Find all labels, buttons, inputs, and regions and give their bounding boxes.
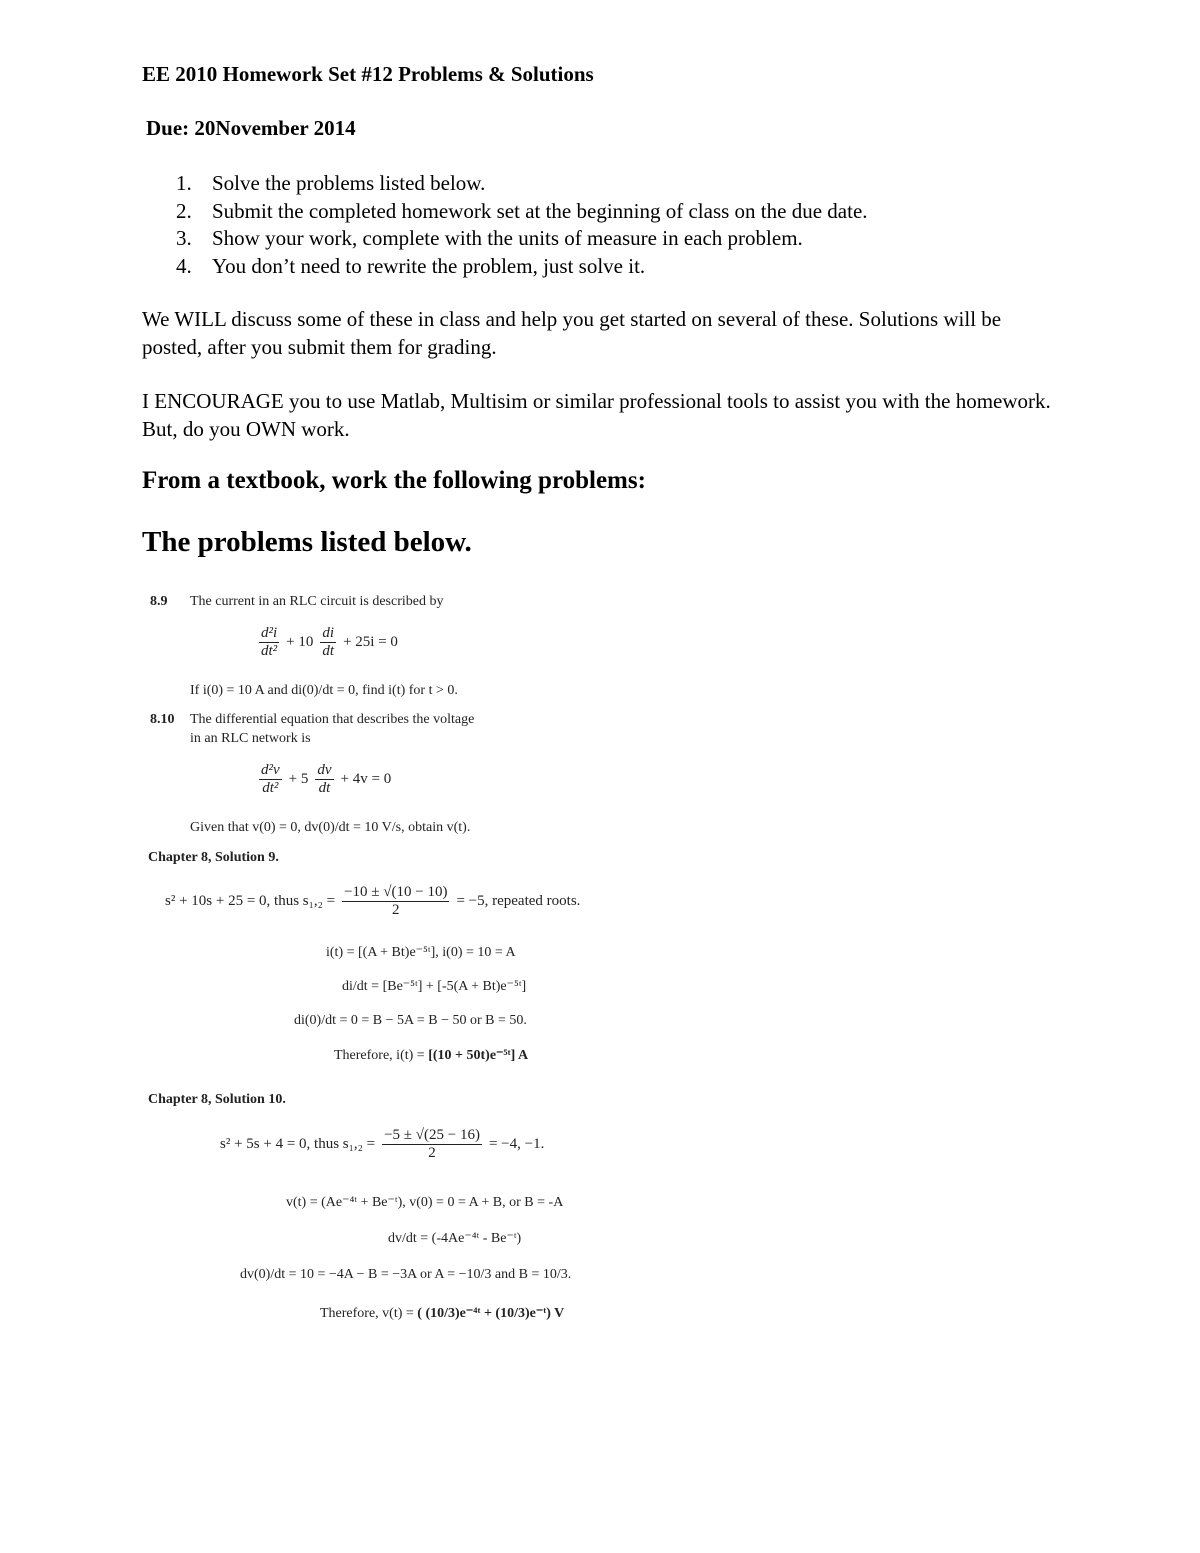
eq-denominator: dt [322,643,335,659]
solution-heading: Chapter 8, Solution 9. [148,850,279,865]
list-text: Submit the completed homework set at the beginning of class on the due date. [212,198,868,223]
solution-line: v(t) = (Ae⁻⁴ᵗ + Be⁻ᵗ), v(0) = 0 = A + B, or B = -A [286,1195,564,1210]
solution-heading: Chapter 8, Solution 10. [148,1092,286,1107]
list-item [176,198,868,226]
eq-numerator: d²i [261,625,278,641]
solution-answer: [(10 + 50t)e⁻⁵ᵗ] A [428,1048,529,1063]
problem-number: 8.10 [150,712,175,727]
eq-numerator: di [322,625,335,641]
problem-statement: in an RLC network is [190,731,311,746]
solution-line [220,1127,544,1162]
solution-numerator: −10 ± √(10 − 10) [344,884,448,900]
problem-number: 8.9 [150,594,168,609]
problem-condition: Given that v(0) = 0, dv(0)/dt = 10 V/s, obtain v(t). [190,820,471,835]
solution-line: di(0)/dt = 0 = B − 5A = B − 50 or B = 50. [294,1013,527,1028]
solution-line [334,1047,528,1064]
problem-condition: If i(0) = 10 A and di(0)/dt = 0, find i(t) for t > 0. [190,683,458,698]
problem-equation [256,762,391,797]
eq-term: + 25i = 0 [343,634,398,650]
textbook-heading: From a textbook, work the following problems: [142,467,646,494]
document-title: EE 2010 Homework Set #12 Problems & Solutions [142,62,594,86]
list-item [176,225,868,253]
solution-line: dv(0)/dt = 10 = −4A − B = −3A or A = −10/3 and B = 10/3. [240,1267,572,1282]
solution-therefore: Therefore, i(t) = [334,1048,425,1063]
eq-numerator: dv [317,762,332,778]
list-text: Solve the problems listed below. [212,171,486,195]
solution-line: di/dt = [Be⁻⁵ᵗ] + [-5(A + Bt)e⁻⁵ᵗ] [342,979,527,994]
list-item [176,253,868,281]
eq-numerator: d²v [261,762,280,778]
encourage-paragraph: I ENCOURAGE you to use Matlab, Multisim or similar professional tools to assist you with the homework. But, do you OWN work. [142,389,1051,441]
solution-line: dv/dt = (-4Ae⁻⁴ᵗ - Be⁻ᵗ) [388,1231,522,1246]
list-number: 4. [176,253,192,278]
solution-lhs: s² + 10s + 25 = 0, thus s₁,₂ = [165,893,336,909]
solution-line [320,1305,564,1322]
eq-denominator: dt² [262,780,279,796]
list-number: 1. [176,171,192,195]
problems-heading: The problems listed below. [142,526,472,558]
eq-denominator: dt [318,780,331,796]
problem-statement: The differential equation that describes the voltage [190,712,475,727]
list-text: You don’t need to rewrite the problem, just solve it. [212,253,646,278]
solution-answer: ( (10/3)e⁻⁴ᵗ + (10/3)e⁻ᵗ) V [417,1306,565,1321]
list-number: 2. [176,198,192,223]
eq-term: + 5 [288,771,309,787]
problem-statement: The current in an RLC circuit is described by [190,594,444,609]
solution-therefore: Therefore, v(t) = [320,1306,414,1321]
list-item [176,170,868,198]
solution-rhs: = −5, repeated roots. [456,893,581,909]
solution-numerator: −5 ± √(25 − 16) [384,1127,480,1143]
eq-term: + 4v = 0 [340,771,392,787]
problem-equation [256,625,398,660]
solution-lhs: s² + 5s + 4 = 0, thus s₁,₂ = [220,1136,376,1152]
solution-rhs: = −4, −1. [488,1136,545,1152]
list-text: Show your work, complete with the units of measure in each problem. [212,226,803,250]
due-date: Due: 20November 2014 [146,116,356,140]
eq-term: + 10 [286,634,314,650]
discuss-paragraph: We WILL discuss some of these in class and help you get started on several of these. Solutions will be posted, after you submit them for grading. [142,307,1002,359]
solution-denominator: 2 [428,1145,436,1161]
solution-denominator: 2 [392,902,400,918]
instruction-list [176,170,868,280]
solution-line [165,884,580,919]
solution-line: i(t) = [(A + Bt)e⁻⁵ᵗ], i(0) = 10 = A [326,945,516,960]
list-number: 3. [176,226,192,250]
eq-denominator: dt² [261,643,278,659]
